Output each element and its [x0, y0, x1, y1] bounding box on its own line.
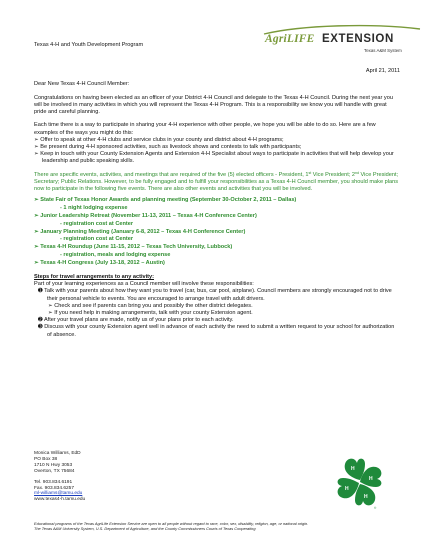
share-item: ➢ Be present during 4-H sponsored activities, such as livestock shows and contests to talk with participants;	[34, 144, 302, 150]
step-item: ➋ After your travel plans are made, notify us of your plans prior to each activity.	[38, 317, 234, 324]
arrow-bullet-icon: ➢	[34, 213, 39, 219]
address-street: 1710 N Hwy 3053	[34, 462, 73, 468]
share-section	[34, 122, 400, 165]
logo-extension-text: EXTENSION	[322, 33, 394, 45]
step-item: ➌ Discuss with your county Extension agent well in advance of each activity the need to submit a written request to your school for authorization of absence.	[38, 324, 395, 338]
event-note: - registration cost at Center	[60, 236, 134, 243]
program-name: Texas 4-H and Youth Development Program	[34, 42, 144, 48]
share-item: ➢ Offer to speak at other 4-H clubs and service clubs in your county and district about 4-H programs;	[34, 136, 284, 143]
arrow-bullet-icon: ➢	[48, 310, 53, 316]
agrilife-extension-logo	[262, 24, 422, 54]
footer-disclaimer	[34, 522, 404, 532]
email-link[interactable]: ml-williams@tamu.edu	[34, 491, 83, 497]
number-two-icon: ➋	[38, 317, 43, 324]
share-item: ➢ Keep in touch with your County Extension Agents and Extension 4-H Specialist about ways to participate in activities that will help develop your leadership and public speaking skills.	[34, 151, 394, 165]
events-list	[34, 197, 400, 267]
phone: Tel. 903.834.6191	[34, 479, 73, 485]
event-note: - registration cost at Center	[60, 220, 134, 227]
four-leaf-clover-icon	[334, 455, 386, 511]
step-subitem: ➢ Check and see if parents can bring you and possibly the other district delegates.	[48, 302, 253, 309]
intro-paragraph: Congratulations on having been elected as an officer of your District 4-H Council and delegate to the Texas 4-H Council. During the next year you will be involved in many activities in which you will represent the Texas 4-H Program. This is a responsibility we know you will handle with great pride and careful planning.	[34, 94, 393, 115]
step-item: ➊ Talk with your parents about how they want you to travel (car, bus, car pool, airplane). Council members are strongly encouraged not to drive their personal vehicle to events. You are encouraged to arrange travel with adult drivers.	[38, 288, 392, 302]
event-item: ➢ January Planning Meeting (January 6-8, 2012 – Texas 4-H Conference Center)	[34, 228, 246, 235]
event-note: - 1 night lodging expense	[60, 205, 128, 212]
officer-paragraph: There are specific events, activities, and meetings that are required of the five (5) elected officers - President, 1st Vice President; 2nd Vice President; Secretary; Public Relations. However, to be fully engaged and to fulfill your responsibilities as a Texas 4-H Council member, you should make plans now to participate in the following five events. There are also other events and activities that you will be involved.	[34, 170, 399, 193]
svg-text:H: H	[351, 466, 355, 472]
letterhead	[0, 0, 428, 62]
step-subitem: ➢ If you need help in making arrangements, talk with your county Extension agent.	[48, 310, 253, 316]
arrow-bullet-icon: ➢	[34, 244, 39, 251]
letter-date: April 21, 2011	[365, 68, 400, 74]
number-three-icon: ➌	[38, 324, 43, 331]
number-one-icon: ➊	[38, 288, 43, 295]
footer-line: The Texas A&M University System, U.S. Department of Agriculture, and the County Commissioners Courts of Texas Cooperating	[34, 525, 256, 531]
logo-system-text: Texas A&M System	[364, 48, 402, 53]
fax: Fax. 903.834.6257	[34, 485, 75, 491]
svg-text:H: H	[364, 494, 368, 500]
event-item: ➢ State Fair of Texas Honor Awards and planning meeting (September 30-October 2, 2011 – Dallas)	[34, 197, 297, 204]
website: www.texas4-h.tamu.edu	[34, 497, 86, 503]
svg-text:H: H	[369, 476, 373, 482]
signer-name: Monica Williams, EdD	[34, 451, 81, 456]
arrow-bullet-icon: ➢	[48, 302, 53, 309]
steps-heading: Steps for travel arrangements to any activity:	[34, 273, 154, 280]
address-city: Overton, TX 75684	[34, 468, 75, 474]
logo-agrilife-text: AgriLIFE	[265, 33, 315, 45]
share-intro: Each time there is a way to participate in sharing your 4-H experience with other people, we hope you will be able to do so. Here are a few examples of the ways you might do this:	[34, 122, 376, 136]
travel-steps	[34, 274, 400, 339]
address-po: PO Box 38	[34, 456, 58, 462]
arrow-bullet-icon: ➢	[34, 197, 39, 204]
arrow-bullet-icon: ➢	[34, 151, 39, 158]
signature-block	[34, 451, 85, 503]
arrow-bullet-icon: ➢	[34, 144, 39, 150]
letter-body	[34, 68, 400, 339]
svg-text:®: ®	[374, 506, 377, 510]
salutation: Dear New Texas 4-H Council Member:	[34, 81, 130, 88]
steps-intro: Part of your learning experiences as a Council member will involve these responsibilities:	[34, 281, 254, 288]
event-note: - registration, meals and lodging expense	[60, 251, 171, 258]
arrow-bullet-icon: ➢	[34, 136, 39, 143]
event-item: ➢ Texas 4-H Congress (July 13-18, 2012 – Austin)	[34, 259, 165, 266]
event-item: ➢ Junior Leadership Retreat (November 11-13, 2011 – Texas 4-H Conference Center)	[34, 213, 257, 219]
arrow-bullet-icon: ➢	[34, 228, 39, 235]
footer-line: Educational programs of the Texas AgriLife Extension Service are open to all people without regard to race, color, sex, disability, religion, age, or national origin.	[34, 521, 309, 526]
svg-text:H: H	[345, 486, 349, 492]
arrow-bullet-icon: ➢	[34, 259, 39, 266]
event-item: ➢ Texas 4-H Roundup (June 11-15, 2012 – Texas Tech University, Lubbock)	[34, 244, 233, 251]
